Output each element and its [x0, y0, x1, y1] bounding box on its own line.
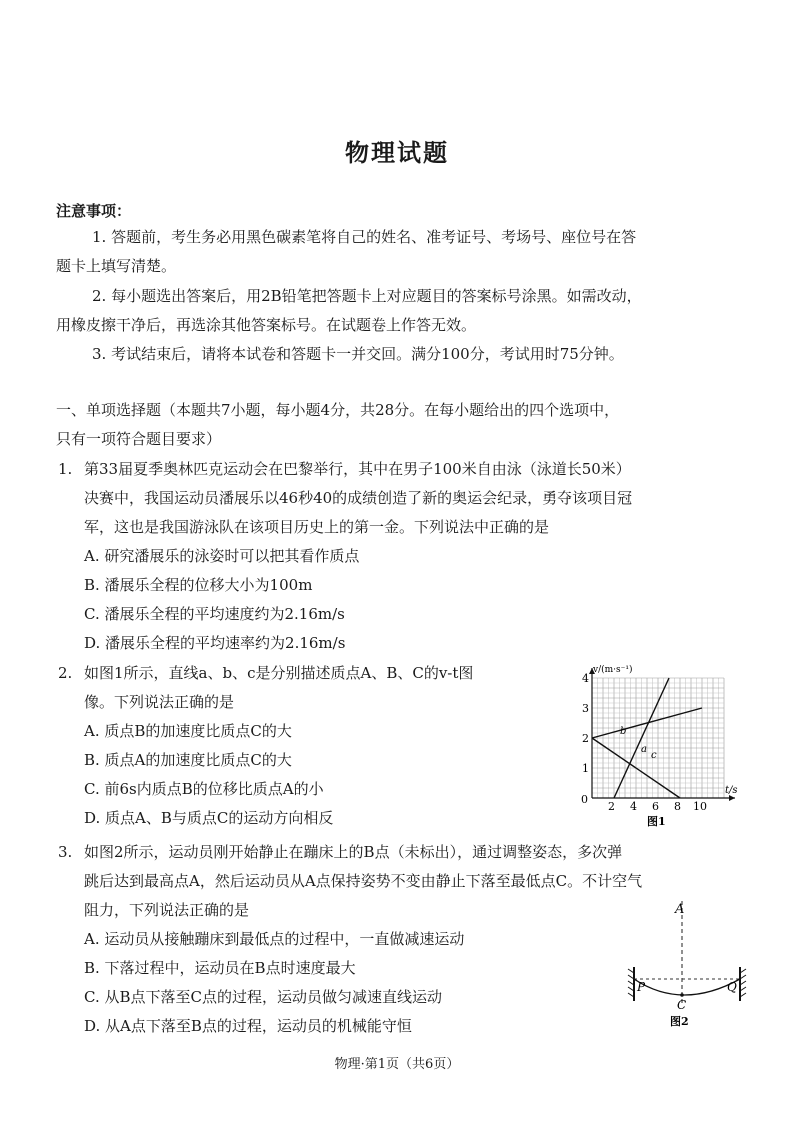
q1-option-d: D. 潘展乐全程的平均速率约为2.16m/s — [84, 634, 346, 652]
q2-option-a: A. 质点B的加速度比质点C的大 — [84, 722, 292, 740]
question-3-line-1: 如图2所示，运动员刚开始静止在蹦床上的B点（未标出），通过调整姿态，多次弹 — [84, 843, 623, 861]
question-2-line-2: 像。下列说法正确的是 — [84, 693, 235, 711]
notice-item-2-line-1: 2. 每小题选出答案后，用2B铅笔把答题卡上对应题目的答案标号涂黑。如需改动， — [92, 287, 642, 305]
figure-1-grid — [592, 678, 724, 798]
page-title: 物理试题 — [345, 138, 449, 167]
notice-item-1-line-2: 题卡上填写清楚。 — [56, 257, 177, 275]
line-label-b: b — [620, 726, 627, 737]
point-c-dot — [680, 993, 684, 997]
q2-option-b: B. 质点A的加速度比质点C的大 — [84, 751, 292, 769]
q2-option-d: D. 质点A、B与质点C的运动方向相反 — [84, 809, 334, 827]
question-2-line-1: 如图1所示，直线a、b、c是分别描述质点A、B、C的v-t图 — [84, 664, 474, 682]
notice-item-1-line-1: 1. 答题前，考生务必用黑色碳素笔将自己的姓名、准考证号、考场号、座位号在答 — [92, 228, 637, 246]
label-a: A — [675, 902, 685, 917]
section-line-1: 一、单项选择题（本题共7小题，每小题4分，共28分。在每小题给出的四个选项中， — [56, 401, 620, 419]
x-tick-label: 8 — [674, 800, 681, 813]
notice-item-3-line-1: 3. 考试结束后，请将本试卷和答题卡一并交回。满分100分，考试用时75分钟。 — [92, 345, 624, 363]
label-c: C — [677, 998, 687, 1012]
y-axis-label: v/(m·s⁻¹) — [593, 665, 633, 675]
question-3-line-2: 跳后达到最高点A，然后运动员从A点保持姿势不变由静止下落至最低点C。不计空气 — [84, 872, 643, 890]
line-label-c: c — [651, 750, 657, 761]
q3-option-c: C. 从B点下落至C点的过程，运动员做匀减速直线运动 — [84, 988, 442, 1006]
x-tick-label: 2 — [608, 800, 615, 813]
question-3-line-3: 阻力，下列说法正确的是 — [84, 901, 250, 919]
page-footer: 物理·第1页（共6页） — [334, 1057, 460, 1072]
figure-1-vt-graph — [575, 660, 745, 830]
question-1 — [58, 455, 746, 542]
question-number: 3. — [58, 843, 73, 861]
section-line-2: 只有一项符合题目要求） — [56, 430, 222, 448]
x-tick-label: 4 — [630, 800, 637, 813]
notice-heading: 注意事项： — [56, 202, 132, 220]
label-p: P — [637, 980, 646, 994]
question-1-line-2: 决赛中，我国运动员潘展乐以46秒40的成绩创造了新的奥运会纪录，勇夺该项目冠 — [84, 489, 633, 507]
figure-2-trampoline — [626, 895, 748, 1035]
x-tick-label: 10 — [693, 800, 707, 813]
q1-option-c: C. 潘展乐全程的平均速度约为2.16m/s — [84, 605, 345, 623]
y-tick-label: 2 — [582, 732, 589, 745]
question-number: 1. — [58, 460, 73, 478]
q3-option-b: B. 下落过程中，运动员在B点时速度最大 — [84, 959, 356, 977]
y-tick-label: 3 — [582, 702, 589, 715]
question-2 — [58, 659, 568, 717]
question-1-line-1: 第33届夏季奥林匹克运动会在巴黎举行，其中在男子100米自由泳（泳道长50米） — [84, 460, 631, 478]
figure-1-caption: 图1 — [647, 815, 666, 828]
y-tick-label: 4 — [582, 672, 589, 685]
depressed-bed — [634, 979, 740, 995]
q2-option-c: C. 前6s内质点B的位移比质点A的小 — [84, 780, 324, 798]
line-label-a: a — [641, 744, 647, 755]
x-tick-label: 6 — [652, 800, 659, 813]
q3-option-a: A. 运动员从接触蹦床到最低点的过程中，一直做减速运动 — [84, 930, 465, 948]
label-q: Q — [727, 980, 737, 994]
origin-label: 0 — [581, 793, 588, 806]
figure-2-caption: 图2 — [670, 1015, 689, 1028]
question-1-line-3: 军，这也是我国游泳队在该项目历史上的第一金。下列说法中正确的是 — [84, 518, 550, 536]
y-tick-label: 1 — [582, 762, 589, 775]
q3-option-d: D. 从A点下落至B点的过程，运动员的机械能守恒 — [84, 1017, 412, 1035]
q1-option-a: A. 研究潘展乐的泳姿时可以把其看作质点 — [84, 547, 360, 565]
section-heading — [56, 396, 746, 454]
x-axis-label: t/s — [725, 785, 738, 796]
question-number: 2. — [58, 664, 73, 682]
notice-item-2-line-2: 用橡皮擦干净后，再选涂其他答案标号。在试题卷上作答无效。 — [56, 316, 477, 334]
q1-option-b: B. 潘展乐全程的位移大小为100m — [84, 576, 313, 594]
